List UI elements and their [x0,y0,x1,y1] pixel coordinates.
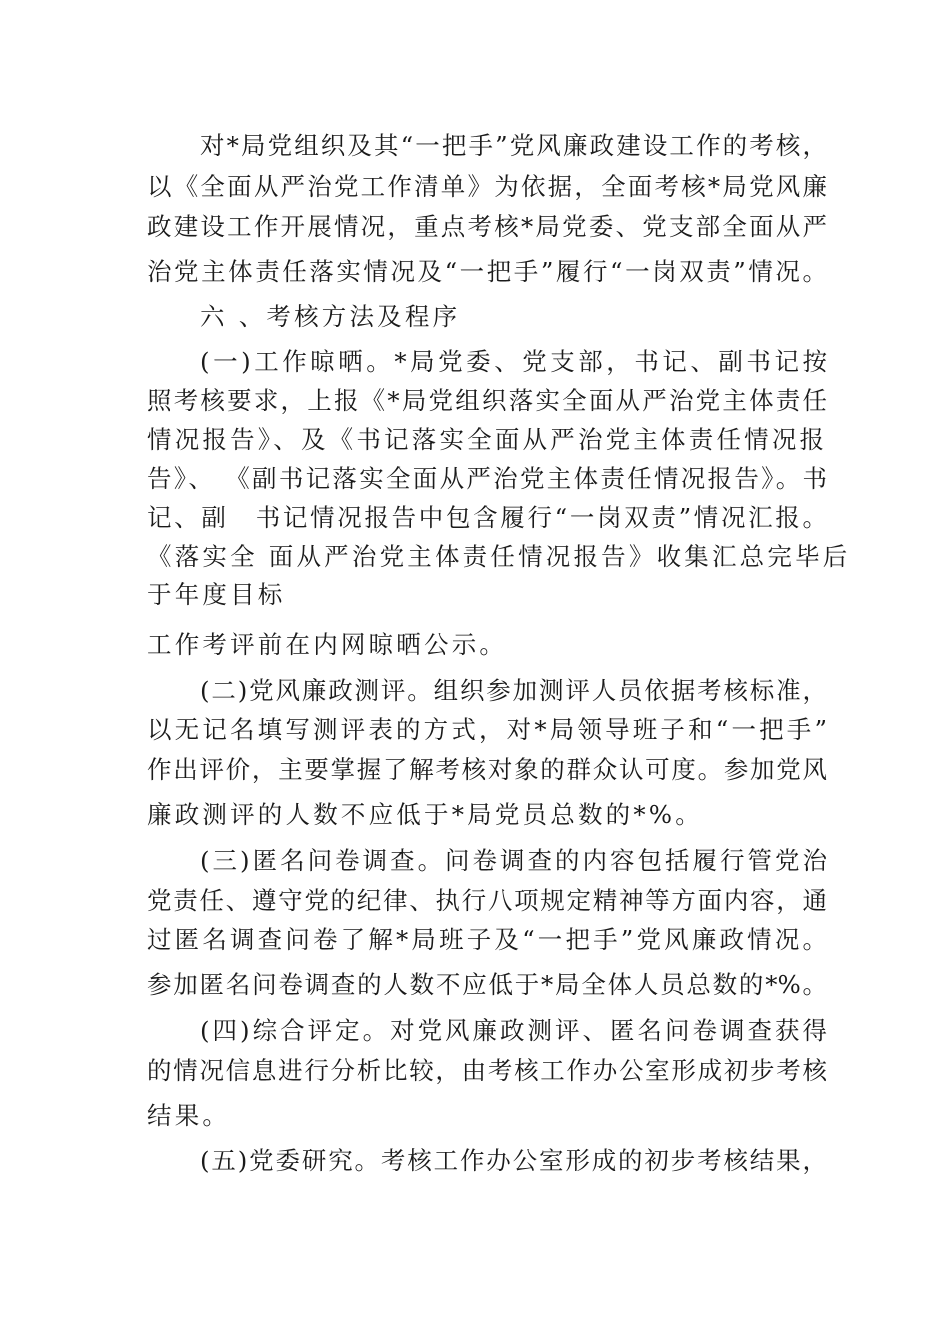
text-line: 告》、 《副书记落实全面从严治党主体责任情况报告》。书 [147,464,827,493]
text-line: 以《全面从严治党工作清单》为依据，全面考核*局党风廉 [147,172,827,201]
text-line: 作出评价，主要掌握了解考核对象的群众认可度。参加党风 [147,755,827,784]
text-line: 政建设工作开展情况，重点考核*局党委、党支部全面从严 [147,212,827,241]
text-line: 于年度目标 [147,580,286,609]
text-line: 廉政测评的人数不应低于*局党员总数的*%。 [147,800,703,829]
text-line: (三)匿名问卷调查。问卷调查的内容包括履行管党治 [200,846,827,875]
text-line: (四)综合评定。对党风廉政测评、匿名问卷调查获得 [200,1016,827,1045]
text-line: 参加匿名问卷调查的人数不应低于*局全体人员总数的*%。 [147,970,827,999]
text-line: 工作考评前在内网晾晒公示。 [147,630,508,659]
text-line: (二)党风廉政测评。组织参加测评人员依据考核标准， [200,676,827,705]
text-line: 情况报告》、及《书记落实全面从严治党主体责任情况报 [147,425,828,454]
text-line: 治党主体责任落实情况及“一把手”履行“一岗双责”情况。 [147,257,827,286]
text-line: 过匿名调查问卷了解*局班子及“一把手”党风廉政情况。 [147,925,827,954]
text-line: 党责任、遵守党的纪律、执行八项规定精神等方面内容，通 [147,886,827,915]
text-line: 的情况信息进行分析比较，由考核工作办公室形成初步考核 [147,1056,827,1085]
text-line: (五)党委研究。考核工作办公室形成的初步考核结果， [200,1146,827,1175]
text-line: 《落实全 面从严治党主体责任情况报告》收集汇总完毕后 [147,542,851,571]
section-heading: 六 、考核方法及程序 [200,302,461,331]
text-line: 结果。 [147,1101,231,1130]
text-line: (一)工作晾晒。*局党委、党支部，书记、副书记按 [200,347,827,376]
text-line: 以无记名填写测评表的方式，对*局领导班子和“一把手” [147,715,827,744]
text-line: 照考核要求，上报《*局党组织落实全面从严治党主体责任 [147,386,827,415]
text-line: 对*局党组织及其“一把手”党风廉政建设工作的考核， [200,131,827,160]
text-line: 记、副 书记情况报告中包含履行“一岗双责”情况汇报。 [147,503,827,532]
